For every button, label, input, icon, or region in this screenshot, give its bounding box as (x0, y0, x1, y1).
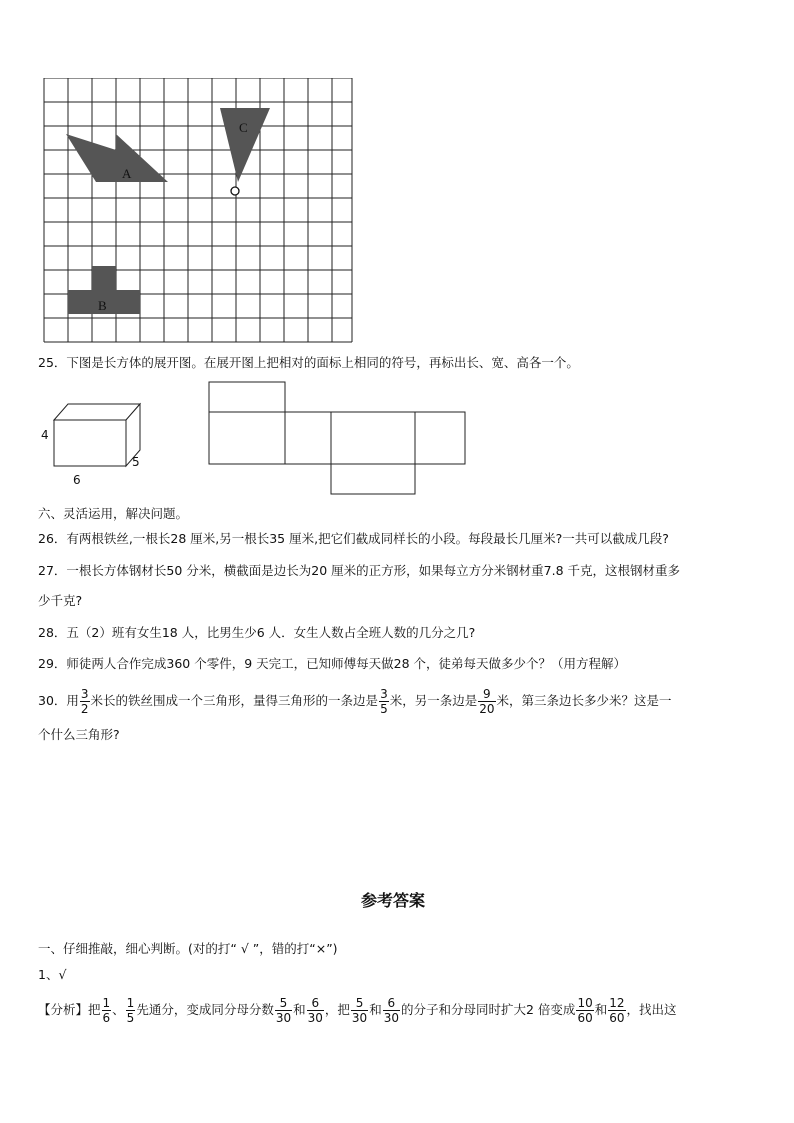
fraction-denominator: 6 (102, 1011, 111, 1025)
analysis-text-8: 和 (594, 1002, 608, 1017)
fraction-denominator: 5 (126, 1011, 135, 1025)
analysis-text-6: 和 (369, 1002, 382, 1017)
fraction-numerator: 3 (80, 687, 89, 701)
net-face-right (415, 412, 465, 464)
fraction-denominator: 5 (380, 702, 388, 716)
analysis-text-4: 和 (293, 1002, 306, 1017)
shape-c-label: C (239, 120, 248, 135)
question-25: 25．下图是长方体的展开图。在展开图上把相对的面标上相同的符号，再标出长、宽、高各一个。 (38, 355, 579, 370)
answers-title: 参考答案 (361, 891, 426, 910)
q30-text-3: 米，另一条边是 (389, 693, 478, 708)
fraction-denominator: 60 (577, 1011, 593, 1025)
question-30-line1 (38, 684, 672, 718)
q30-text-2: 米长的铁丝围成一个三角形，量得三角形的一条边是 (90, 693, 379, 708)
fraction-numerator: 6 (383, 996, 400, 1011)
analysis-text-5: ，把 (324, 1002, 350, 1017)
fraction-numerator: 6 (307, 996, 324, 1011)
shape-b-label: B (98, 298, 107, 313)
fraction-denominator: 30 (275, 1011, 292, 1025)
answer-1: 1、√ (38, 967, 67, 982)
net-face-mid-small (285, 412, 331, 464)
question-28: 28．五（2）班有女生18 人，比男生少6 人．女生人数占全班人数的几分之几? (38, 625, 476, 640)
net-face-mid-large (331, 412, 415, 464)
analysis-fraction-8 (608, 996, 625, 1025)
fraction-denominator: 2 (80, 702, 89, 716)
q30-text-1: 30．用 (38, 693, 79, 708)
analysis-fraction-7 (576, 996, 593, 1025)
fraction-denominator: 20 (479, 702, 495, 716)
fraction-denominator: 30 (383, 1011, 399, 1025)
analysis-fraction-6 (383, 996, 400, 1025)
question-27-line2: 少千克? (38, 593, 83, 608)
cuboid-figure (36, 398, 146, 488)
fraction-numerator: 5 (351, 996, 368, 1011)
net-face-left (209, 412, 285, 464)
net-face-bottom (331, 464, 415, 494)
q30-fraction-2 (379, 687, 389, 716)
fraction-numerator: 5 (275, 996, 292, 1011)
q30-fraction-1 (80, 687, 90, 716)
fraction-numerator: 12 (609, 996, 625, 1010)
fraction-denominator: 30 (307, 1011, 323, 1025)
cuboid-width-label: 5 (132, 455, 140, 469)
analysis-fraction-2 (126, 996, 136, 1025)
q30-fraction-3 (478, 687, 495, 716)
question-26: 26．有两根铁丝,一根长28 厘米,另一根长35 厘米,把它们截成同样长的小段。每段最长几厘米?一共可以截成几段? (38, 531, 669, 546)
cuboid-length-label: 6 (73, 473, 81, 487)
analysis-text-2: 、 (112, 1002, 125, 1017)
analysis-fraction-3 (275, 996, 292, 1025)
fraction-numerator: 1 (126, 996, 135, 1010)
grid-figure (42, 78, 354, 344)
fraction-denominator: 30 (351, 1011, 368, 1025)
shape-a-label: A (122, 166, 132, 181)
q30-text-4: 米，第三条边长多少米？这是一 (496, 693, 672, 708)
analysis-fraction-5 (351, 996, 368, 1025)
fraction-numerator: 9 (478, 687, 495, 702)
fraction-numerator: 10 (577, 996, 593, 1010)
analysis-fraction-1 (102, 996, 112, 1025)
question-30-line2: 个什么三角形? (38, 727, 120, 742)
analysis-text-7: 的分子和分母同时扩大2 倍变成 (401, 1002, 576, 1017)
fraction-numerator: 1 (102, 996, 111, 1010)
analysis-fraction-4 (307, 996, 324, 1025)
analysis-text-9: ，找出这 (626, 1002, 677, 1017)
cuboid-height-label: 4 (41, 428, 49, 442)
section-6-title: 六、灵活运用，解决问题。 (38, 506, 189, 521)
answers-section-1: 一、仔细推敲，细心判断。(对的打“ √ ”，错的打“×”) (38, 941, 338, 956)
point-o (231, 187, 239, 195)
analysis-text-3: 先通分，变成同分母分数 (136, 1002, 274, 1017)
cuboid-net (205, 378, 470, 498)
fraction-denominator: 60 (609, 1011, 625, 1025)
answer-analysis (38, 993, 677, 1027)
question-29: 29．师徒两人合作完成360 个零件，9 天完工，已知师傅每天做28 个，徒弟每天做多少个？（用方程解） (38, 656, 627, 671)
fraction-numerator: 3 (380, 687, 388, 701)
shape-a (66, 134, 168, 182)
net-face-top (209, 382, 285, 412)
analysis-text-1: 【分析】把 (38, 1002, 101, 1017)
question-27-line1: 27．一根长方体钢材长50 分米，横截面是边长为20 厘米的正方形，如果每立方分米钢材重7.8 千克，这根钢材重多 (38, 563, 681, 578)
